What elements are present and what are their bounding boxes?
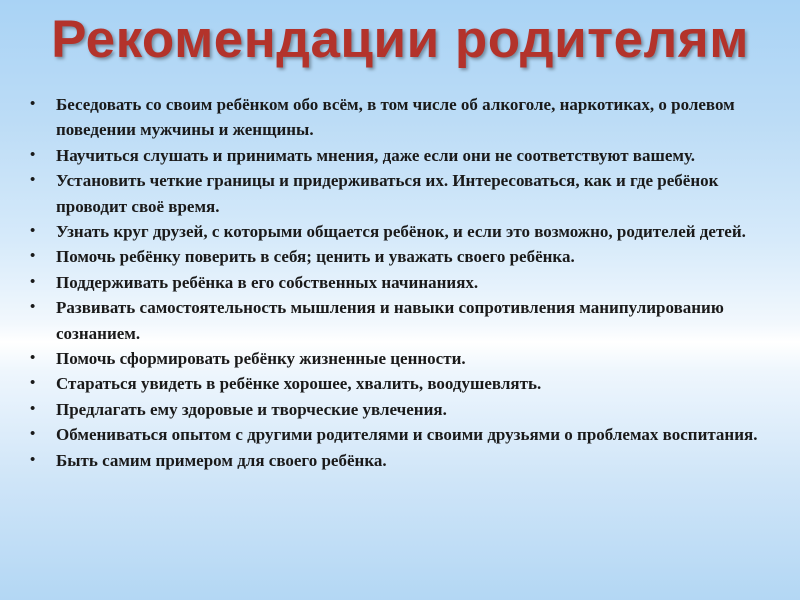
- list-item-text: Быть самим примером для своего ребёнка.: [56, 450, 387, 470]
- list-item: [28, 270, 768, 295]
- bullet-icon: •: [30, 299, 36, 316]
- bullet-icon: •: [30, 146, 36, 163]
- list-item: [28, 295, 768, 346]
- list-item-text: Поддерживать ребёнка в его собственных начинаниях.: [56, 272, 479, 292]
- list-item-text: Установить четкие границы и придерживаться их. Интересоваться, как и где ребёнок проводит своё время.: [56, 171, 719, 216]
- bullet-icon: •: [30, 172, 36, 189]
- bullet-icon: •: [30, 451, 36, 468]
- list-item: [28, 168, 768, 219]
- list-item: [28, 371, 768, 396]
- list-item: [28, 397, 768, 422]
- list-item-text: Помочь ребёнку поверить в себя; ценить и уважать своего ребёнка.: [56, 247, 575, 267]
- list-item: [28, 448, 768, 473]
- recommendations-list: [28, 92, 768, 473]
- list-item: [28, 346, 768, 371]
- list-item: [28, 143, 768, 168]
- list-item-text: Развивать самостоятельность мышления и навыки сопротивления манипулированию сознанием.: [56, 298, 724, 343]
- list-item-text: Помочь сформировать ребёнку жизненные ценности.: [56, 349, 466, 369]
- bullet-icon: •: [30, 426, 36, 443]
- bullet-icon: •: [30, 96, 36, 112]
- bullet-icon: •: [30, 248, 36, 265]
- list-item: [28, 422, 768, 447]
- bullet-icon: •: [30, 400, 36, 417]
- list-item-text: Стараться увидеть в ребёнке хорошее, хвалить, воодушевлять.: [56, 374, 542, 394]
- list-item-text: Беседовать со своим ребёнком обо всём, в том числе об алкоголе, наркотиках, о ролевом поведении мужчины и женщины.: [56, 95, 735, 140]
- list-item-text: Предлагать ему здоровые и творческие увлечения.: [56, 399, 447, 419]
- list-item: [28, 92, 768, 143]
- list-item-text: Научиться слушать и принимать мнения, даже если они не соответствуют вашему.: [56, 145, 695, 165]
- bullet-icon: •: [30, 223, 36, 240]
- slide-title: Рекомендации родителям: [51, 10, 749, 69]
- list-item-text: Узнать круг друзей, с которыми общается ребёнок, и если это возможно, родителей детей.: [56, 222, 746, 242]
- list-item: [28, 219, 768, 244]
- bullet-icon: •: [30, 273, 36, 290]
- list-item-text: Обмениваться опытом с другими родителями и своими друзьями о проблемах воспитания.: [56, 425, 758, 445]
- bullet-icon: •: [30, 350, 36, 367]
- bullet-icon: •: [30, 375, 36, 392]
- list-item: [28, 244, 768, 269]
